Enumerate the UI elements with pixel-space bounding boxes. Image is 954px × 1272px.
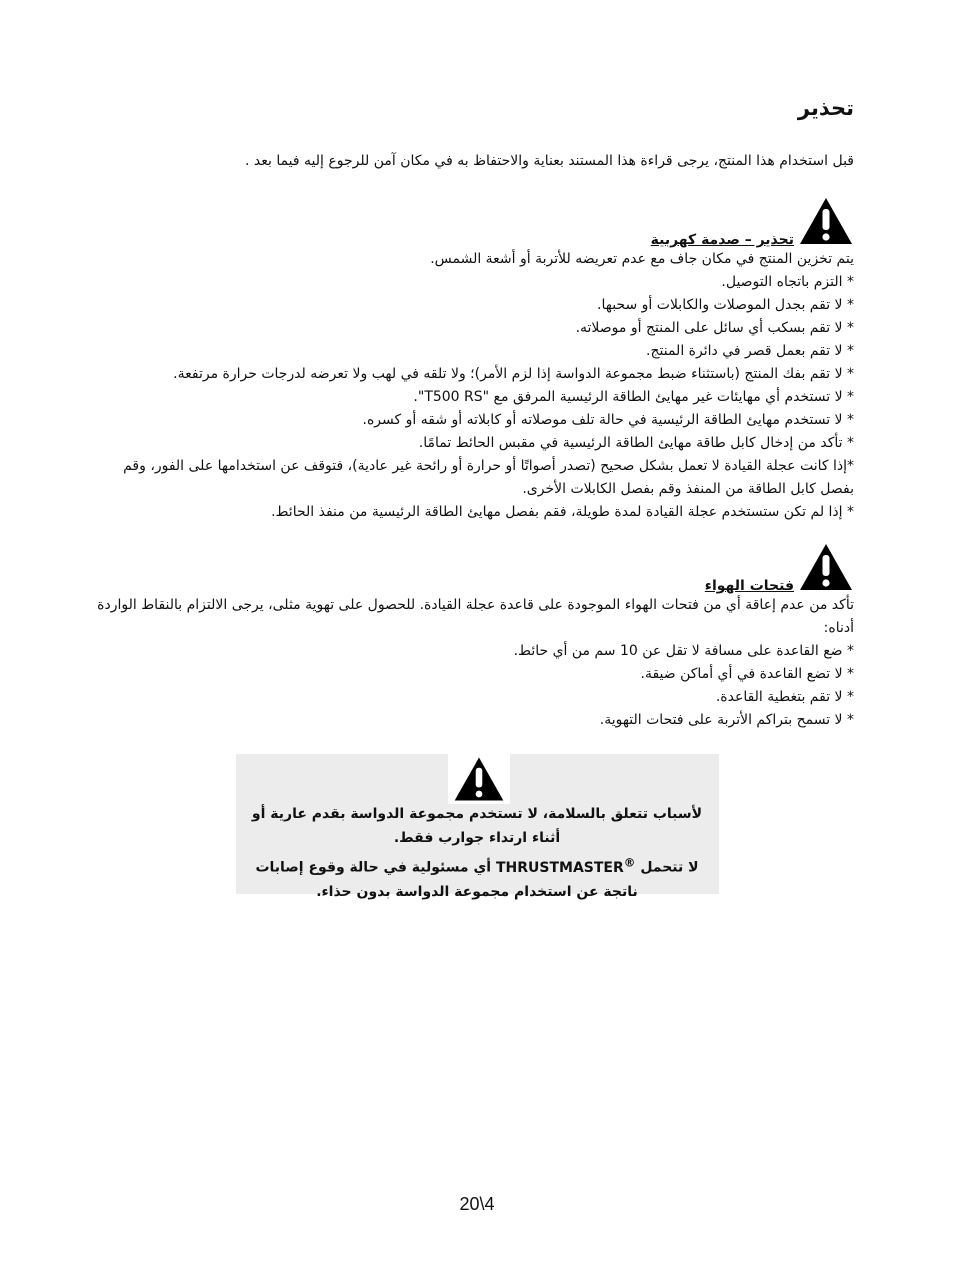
electric-shock-item: *إذا كانت عجلة القيادة لا تعمل بشكل صحيح (تصدر أصواتًا أو حرارة أو رائحة غير عادية)، فتوقف عن استخدامها على الفور، وقم بفصل كابل الطاقة من المنفذ وقم بفصل الكابلات الأخرى. xyxy=(123,458,854,497)
electric-shock-item: * تأكد من إدخال كابل طاقة مهايئ الطاقة الرئيسية في مقبس الحائط تمامًا. xyxy=(418,435,854,451)
air-vents-item: * ضع القاعدة على مسافة لا تقل عن 10 سم من أي حائط. xyxy=(513,643,854,659)
notice-line-2-suffix: أي مسئولية في حالة وقوع إصابات ناتجة عن استخدام مجموعة الدواسة بدون حذاء. xyxy=(255,859,638,900)
air-vents-item: * لا تسمح بتراكم الأتربة على فتحات التهوية. xyxy=(599,712,854,728)
electric-shock-item: * التزم باتجاه التوصيل. xyxy=(721,274,854,290)
intro-paragraph: قبل استخدام هذا المنتج، يرجى قراءة هذا المستند بعناية والاحتفاظ به في مكان آمن للرجوع إليه فيما بعد . xyxy=(244,153,854,169)
electric-shock-item: * لا تقم بفك المنتج (باستثناء ضبط مجموعة الدواسة إذا لزم الأمر)؛ ولا تلقه في لهب ولا تعرضه لدرجات حرارة مرتفعة. xyxy=(173,366,854,382)
air-vents-list xyxy=(94,594,854,732)
safety-notice-text xyxy=(247,802,707,904)
electric-shock-item: * لا تقم بعمل قصر في دائرة المنتج. xyxy=(646,343,854,359)
page-title: تحذير xyxy=(797,96,854,120)
electric-shock-header xyxy=(94,196,854,248)
air-vents-section xyxy=(94,542,854,732)
electric-shock-list xyxy=(94,248,854,524)
air-vents-item: * لا تقم بتغطية القاعدة. xyxy=(715,689,854,705)
electric-shock-title: تحذير – صدمة كهربية xyxy=(650,232,794,248)
warning-triangle-icon xyxy=(798,196,854,246)
registered-mark: ® xyxy=(623,855,636,869)
electric-shock-item: يتم تخزين المنتج في مكان جاف مع عدم تعريضه للأتربة أو أشعة الشمس. xyxy=(430,251,854,267)
electric-shock-item: * لا تقم بجدل الموصلات والكابلات أو سحبها. xyxy=(597,297,854,313)
electric-shock-section xyxy=(94,196,854,524)
air-vents-title: فتحات الهواء xyxy=(704,578,794,594)
air-vents-header xyxy=(94,542,854,594)
warning-triangle-icon xyxy=(798,542,854,592)
electric-shock-item: * لا تقم بسكب أي سائل على المنتج أو موصلاته. xyxy=(575,320,854,336)
brand-name: THRUSTMASTER® xyxy=(495,855,636,876)
electric-shock-item: * لا تستخدم أي مهايئات غير مهايئ الطاقة الرئيسية المرفق مع "T500 RS". xyxy=(413,389,854,405)
notice-line-2-prefix: لا تتحمل xyxy=(640,859,699,876)
air-vents-item: تأكد من عدم إعاقة أي من فتحات الهواء الموجودة على قاعدة عجلة القيادة. للحصول على تهوية مثلى، يرجى الالتزام بالنقاط الواردة أدناه: xyxy=(97,597,854,636)
safety-notice-box xyxy=(236,754,719,900)
electric-shock-item: * إذا لم تكن ستستخدم عجلة القيادة لمدة طويلة، فقم بفصل مهايئ الطاقة الرئيسية من منفذ الحائط. xyxy=(271,504,854,520)
warning-triangle-icon xyxy=(448,754,510,804)
page-number: 20\4 xyxy=(459,1194,495,1214)
air-vents-item: * لا تضع القاعدة في أي أماكن ضيقة. xyxy=(640,666,854,682)
electric-shock-item: * لا تستخدم مهايئ الطاقة الرئيسية في حالة تلف موصلاته أو كابلاته أو شقه أو كسره. xyxy=(362,412,854,428)
notice-line-1: لأسباب تتعلق بالسلامة، لا تستخدم مجموعة الدواسة بقدم عارية أو أثناء ارتداء جوارب فقط. xyxy=(251,806,703,846)
